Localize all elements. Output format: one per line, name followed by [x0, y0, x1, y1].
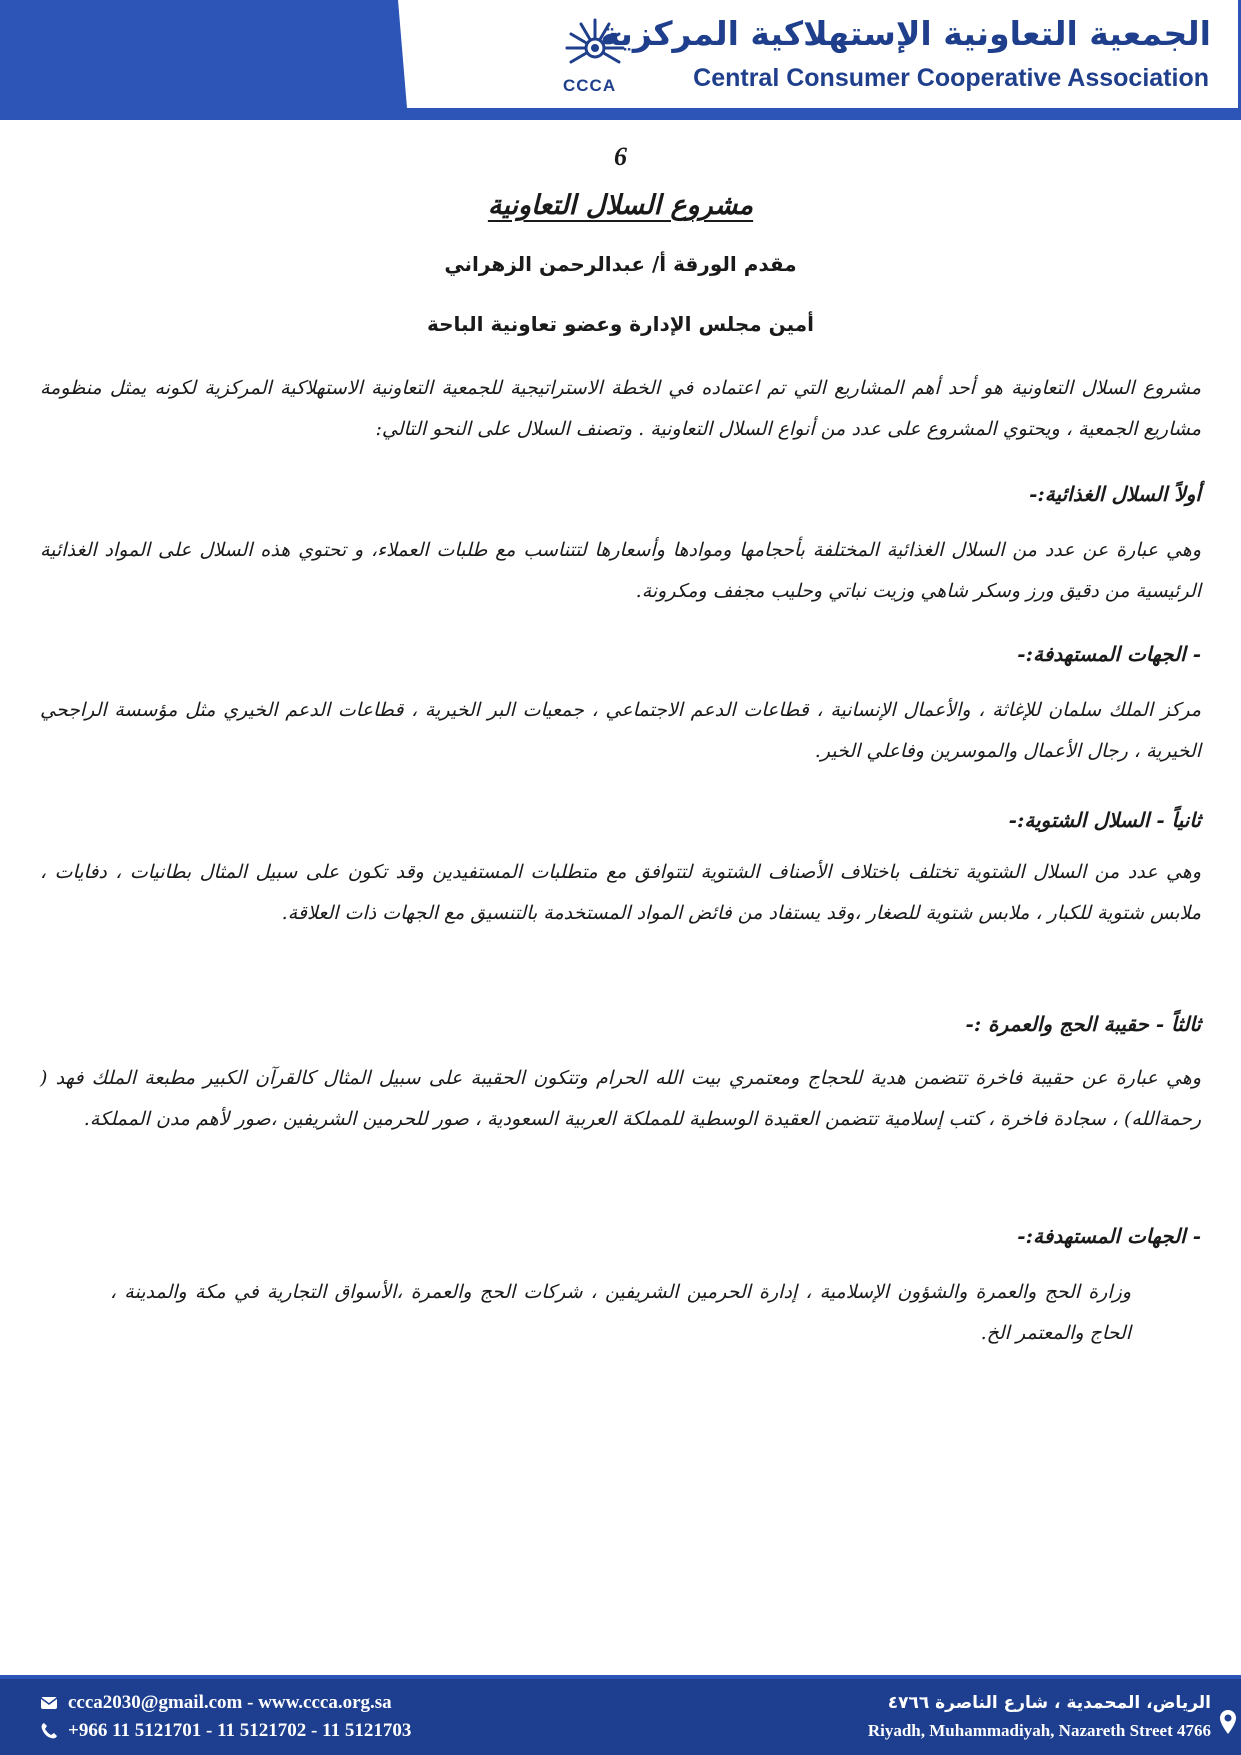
logo-abbreviation: CCCA: [563, 76, 617, 95]
footer-top-line: [0, 1675, 1241, 1679]
intro-paragraph: مشروع السلال التعاونية هو أحد أهم المشاريع التي تم اعتماده في الخطة الاستراتيجية للجمعية التعاونية الاستهلاكية المركزية لكونه يمثل منظومة مشاريع الجمعية ، ويحتوي المشروع على عدد من أنواع السلال التعاونية . وتصنف السلال على النحو التالي:: [40, 377, 1201, 440]
document-title: مشروع السلال التعاونية: [487, 190, 754, 221]
presenter-name: مقدم الورقة أ/ عبدالرحمن الزهراني: [444, 252, 797, 276]
section-text-food-baskets: وهي عبارة عن عدد من السلال الغذائية المختلفة بأحجامها وموادها وأسعارها لتتناسب مع طلبات العملاء، و تحتوي هذه السلال على المواد الغذائية الرئيسية من دقيق ورز وسكر شاهي وزيت نباتي وحليب مجفف ومكرونة.: [40, 539, 1201, 602]
organization-name-arabic: الجمعية التعاونية الإستهلاكية المركزية: [600, 14, 1211, 53]
address-info: [868, 1689, 1211, 1745]
address-arabic: الرياض، المحمدية ، شارع الناصرة ٤٧٦٦: [887, 1693, 1211, 1713]
section-heading-food-baskets: أولاً السلال الغذائية:-: [1029, 482, 1201, 506]
email-website-row: [40, 1689, 411, 1717]
organization-name-english: Central Consumer Cooperative Association: [693, 64, 1209, 92]
phone-icon: [40, 1722, 58, 1740]
letterhead-header: [0, 0, 1241, 120]
section-text-winter-baskets: وهي عدد من السلال الشتوية تختلف باختلاف الأصناف الشتوية لتتوافق مع متطلبات المستفيدين وقد تكون على سبيل المثال بطانيات ، دفايات ، ملابس شتوية للكبار ، ملابس شتوية للصغار ،وقد يستفاد من فائض المواد المستخدمة بالتنسيق مع الجهات ذات العلاقة.: [40, 861, 1201, 924]
section-text-targets-2: وزارة الحج والعمرة والشؤون الإسلامية ، إدارة الحرمين الشريفين ، شركات الحج والعمرة ،الأسواق التجارية في مكة والمدينة ، الحاج والمعتمر الخ.: [110, 1281, 1131, 1344]
email-website-text: ccca2030@gmail.com - www.ccca.org.sa: [68, 1692, 392, 1713]
envelope-icon: [40, 1696, 58, 1710]
address-english: Riyadh, Muhammadiyah, Nazareth Street 4766: [867, 1721, 1211, 1740]
phone-row: [40, 1717, 411, 1745]
organization-logo: [561, 12, 1211, 102]
contact-info: [40, 1689, 411, 1745]
section-heading-targets-2: - الجهات المستهدفة:-: [1017, 1224, 1201, 1248]
section-heading-targets-1: - الجهات المستهدفة:-: [1017, 642, 1201, 666]
section-text-hajj-umrah-bag: وهي عبارة عن حقيبة فاخرة تتضمن هدية للحجاج ومعتمري بيت الله الحرام وتتكون الحقيبة على سبيل المثال كالقرآن الكبير مطبعة الملك فهد ( رحمةالله) ، سجادة فاخرة ، كتب إسلامية تتضمن العقيدة الوسطية للمملكة العربية السعودية ، صور للحرمين الشريفين ،صور لأهم مدن المملكة.: [40, 1067, 1201, 1130]
section-heading-winter-baskets: ثانياً - السلال الشتوية:-: [1008, 808, 1201, 832]
presenter-role: أمين مجلس الإدارة وعضو تعاونية الباحة: [426, 312, 815, 336]
phone-numbers-text: +966 11 5121701 - 11 5121702 - 11 5121703: [68, 1720, 412, 1741]
letterhead-footer: [0, 1675, 1241, 1755]
section-text-targets-1: مركز الملك سلمان للإغاثة ، والأعمال الإنسانية ، قطاعات الدعم الاجتماعي ، جمعيات البر الخيرية ، قطاعات الدعم الخيري مثل مؤسسة الراجحي الخيرية ، رجال الأعمال والموسرين وفاعلي الخير.: [40, 699, 1201, 762]
location-pin-icon: [1219, 1709, 1237, 1735]
page-number: 6: [614, 142, 627, 171]
section-heading-hajj-umrah-bag: ثالثاً - حقيبة الحج والعمرة :-: [965, 1012, 1201, 1036]
